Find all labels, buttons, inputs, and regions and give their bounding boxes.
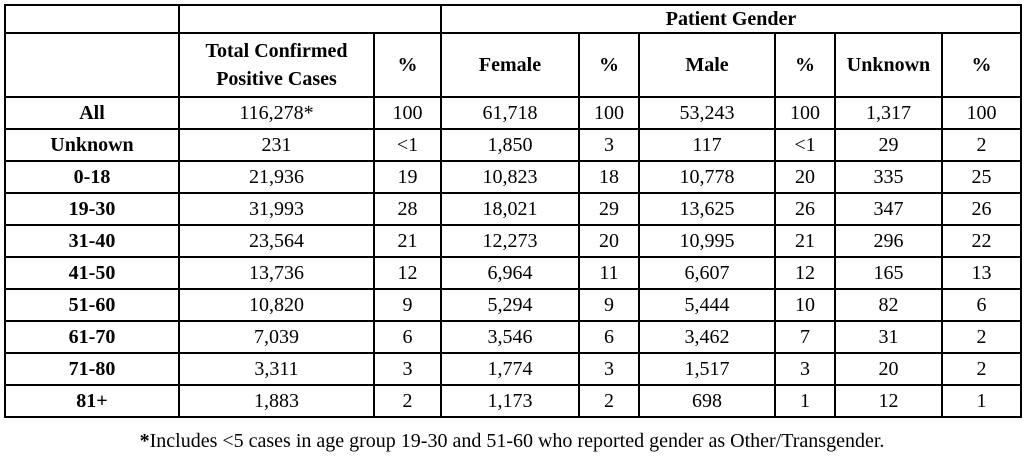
- row-label: 71-80: [5, 353, 179, 385]
- col-header-percent: %: [942, 33, 1021, 97]
- cell-value: 31,993: [179, 193, 374, 225]
- cell-value: 25: [942, 161, 1021, 193]
- col-header-percent: %: [374, 33, 441, 97]
- cell-value: 19: [374, 161, 441, 193]
- cell-value: 6: [374, 321, 441, 353]
- cell-value: 9: [374, 289, 441, 321]
- cell-value: 2: [374, 385, 441, 417]
- row-label: 0-18: [5, 161, 179, 193]
- cell-value: 7,039: [179, 321, 374, 353]
- cell-value: 2: [942, 353, 1021, 385]
- cell-value: 3,546: [441, 321, 579, 353]
- cell-value: 29: [835, 129, 942, 161]
- cell-value: 12: [835, 385, 942, 417]
- cell-value: 2: [942, 321, 1021, 353]
- cell-value: 1: [942, 385, 1021, 417]
- table-row-51-60: [5, 289, 1021, 321]
- cell-value: 13,736: [179, 257, 374, 289]
- cell-value: 698: [639, 385, 775, 417]
- cell-value: 1,517: [639, 353, 775, 385]
- cell-value: 3: [374, 353, 441, 385]
- cell-value: 100: [775, 97, 835, 129]
- cell-value: 29: [579, 193, 639, 225]
- cell-value: 3,311: [179, 353, 374, 385]
- cell-value: 11: [579, 257, 639, 289]
- cell-value: 1: [775, 385, 835, 417]
- empty-age-header-cell: [5, 33, 179, 97]
- cell-value: 7: [775, 321, 835, 353]
- cell-value: 347: [835, 193, 942, 225]
- cell-value: 21: [374, 225, 441, 257]
- cell-value: 5,444: [639, 289, 775, 321]
- cell-value: 10: [775, 289, 835, 321]
- cell-value: 231: [179, 129, 374, 161]
- table-row-all: [5, 97, 1021, 129]
- row-label: 41-50: [5, 257, 179, 289]
- row-label: All: [5, 97, 179, 129]
- cell-value: 10,778: [639, 161, 775, 193]
- cell-value: 3: [579, 129, 639, 161]
- cell-value: 9: [579, 289, 639, 321]
- table-row-31-40: [5, 225, 1021, 257]
- cell-value: 53,243: [639, 97, 775, 129]
- cell-value: 116,278*: [179, 97, 374, 129]
- cell-value: 31: [835, 321, 942, 353]
- cell-value: 20: [835, 353, 942, 385]
- cell-value: 20: [579, 225, 639, 257]
- cell-value: 1,883: [179, 385, 374, 417]
- col-header-percent: %: [775, 33, 835, 97]
- col-header-total-cases: Total Confirmed Positive Cases: [179, 33, 374, 97]
- cell-value: 100: [579, 97, 639, 129]
- cell-value: 1,317: [835, 97, 942, 129]
- cell-value: 1,850: [441, 129, 579, 161]
- row-label: 81+: [5, 385, 179, 417]
- row-label: 61-70: [5, 321, 179, 353]
- table-row-unknown: [5, 129, 1021, 161]
- cell-value: 20: [775, 161, 835, 193]
- cell-value: 23,564: [179, 225, 374, 257]
- column-header-row: [5, 33, 1021, 97]
- row-label: 51-60: [5, 289, 179, 321]
- cell-value: <1: [775, 129, 835, 161]
- row-label: Unknown: [5, 129, 179, 161]
- cell-value: 12: [374, 257, 441, 289]
- cell-value: 21: [775, 225, 835, 257]
- footnote: [0, 430, 1024, 453]
- cell-value: 6: [579, 321, 639, 353]
- cell-value: <1: [374, 129, 441, 161]
- cell-value: 2: [942, 129, 1021, 161]
- cell-value: 18,021: [441, 193, 579, 225]
- cell-value: 1,774: [441, 353, 579, 385]
- cell-value: 10,823: [441, 161, 579, 193]
- cell-value: 6: [942, 289, 1021, 321]
- table-row-71-80: [5, 353, 1021, 385]
- cell-value: 22: [942, 225, 1021, 257]
- footnote-asterisk-marker: *: [139, 430, 150, 452]
- patient-gender-age-table: [4, 4, 1022, 418]
- table-row-41-50: [5, 257, 1021, 289]
- cell-value: 10,820: [179, 289, 374, 321]
- cell-value: 18: [579, 161, 639, 193]
- col-header-unknown: Unknown: [835, 33, 942, 97]
- row-label: 19-30: [5, 193, 179, 225]
- row-label: 31-40: [5, 225, 179, 257]
- cell-value: 26: [942, 193, 1021, 225]
- cell-value: 82: [835, 289, 942, 321]
- cell-value: 12,273: [441, 225, 579, 257]
- col-header-percent: %: [579, 33, 639, 97]
- cell-value: 10,995: [639, 225, 775, 257]
- cell-value: 1,173: [441, 385, 579, 417]
- table-row-61-70: [5, 321, 1021, 353]
- cell-value: 61,718: [441, 97, 579, 129]
- cell-value: 100: [374, 97, 441, 129]
- cell-value: 26: [775, 193, 835, 225]
- col-header-female: Female: [441, 33, 579, 97]
- cell-value: 6,964: [441, 257, 579, 289]
- footnote-text: Includes <5 cases in age group 19-30 and 51-60 who reported gender as Other/Transgender.: [149, 430, 885, 452]
- cell-value: 13: [942, 257, 1021, 289]
- cell-value: 296: [835, 225, 942, 257]
- cell-value: 5,294: [441, 289, 579, 321]
- cell-value: 3,462: [639, 321, 775, 353]
- cell-value: 28: [374, 193, 441, 225]
- cell-value: 21,936: [179, 161, 374, 193]
- table-row-0-18: [5, 161, 1021, 193]
- group-header-patient-gender: Patient Gender: [441, 5, 1021, 33]
- empty-corner-cell: [5, 5, 179, 33]
- cell-value: 335: [835, 161, 942, 193]
- col-header-male: Male: [639, 33, 775, 97]
- group-header-row: [5, 5, 1021, 33]
- cell-value: 100: [942, 97, 1021, 129]
- cell-value: 117: [639, 129, 775, 161]
- cell-value: 2: [579, 385, 639, 417]
- cell-value: 165: [835, 257, 942, 289]
- cell-value: 6,607: [639, 257, 775, 289]
- cell-value: 3: [579, 353, 639, 385]
- cell-value: 13,625: [639, 193, 775, 225]
- cell-value: 3: [775, 353, 835, 385]
- table-row-19-30: [5, 193, 1021, 225]
- table-row-81plus: [5, 385, 1021, 417]
- empty-group-cell: [179, 5, 441, 33]
- cell-value: 12: [775, 257, 835, 289]
